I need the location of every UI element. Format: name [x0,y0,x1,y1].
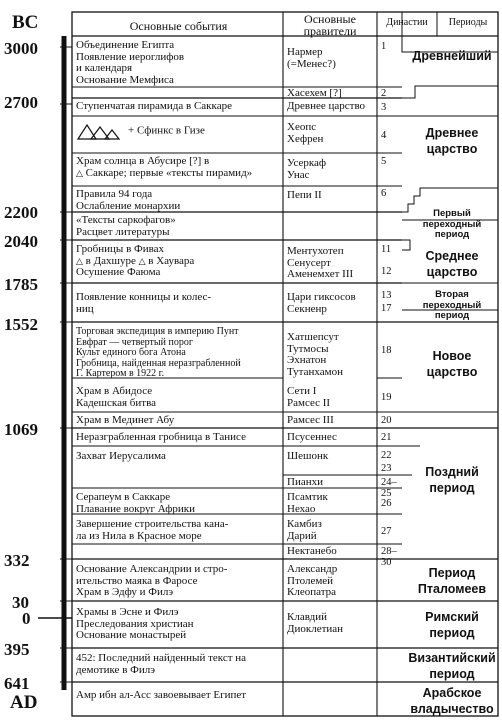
period-label: Римский период [425,610,479,640]
event-cell: + Сфинкс в Гизе [76,122,276,140]
date-1552: 1552 [4,315,38,334]
date-3000: 3000 [4,39,38,58]
date-2700: 2700 [4,93,38,112]
event-cell: Храмы в Эсне и Филэ Преследования христиан Основание монастырей [76,606,194,641]
date-2200: 2200 [4,203,38,222]
event-cell: Торговая экспедиция в империю Пунт Евфрат — четвертый порог Культ единого бога Атона Гробница, найденная неразграбленной Г. Картером в 1922 г. [76,326,241,379]
event-cell: Неразграбленная гробница в Танисе [76,431,246,443]
event-cell: Амр ибн ал-Асс завоевывает Египет [76,689,247,701]
ruler-cell: Рамсес III [287,414,334,426]
dynasty-number: 22 [381,450,392,461]
period-label: Период Пталомеев [417,566,487,596]
event-cell: Храм солнца в Абусире [?] в △ Саккаре; первые «тексты пирамид» [76,155,253,179]
period-label: Первый переходный период [422,208,482,240]
dynasty-number: 12 [381,266,392,277]
ruler-cell: Цари гиксосов Секненр [287,291,356,315]
period-label: Древнее царство [425,126,479,156]
date-332: 332 [4,551,30,570]
event-cell: Серапеум в Саккаре Плавание вокруг Африки [76,491,196,515]
dynasty-number: 18 [381,345,392,356]
date-2040: 2040 [4,232,38,251]
date-1069: 1069 [4,420,38,439]
period-label: Византийский период [408,651,496,681]
dynasty-number: 2 [381,88,387,99]
ruler-cell: Сети I Рамсес II [287,385,331,409]
dynasty-number: 27 [381,526,392,537]
event-cell: Захват Иерусалима [76,450,166,462]
dynasty-number: 26 [381,498,392,509]
period-label: Поздний период [425,465,479,495]
dynasty-number: 20 [381,415,392,426]
era-bc-label: BC [12,12,39,33]
dynasty-number: 24–25 [381,477,397,499]
date-1785: 1785 [4,275,38,294]
header-rulers: Основные правители [303,12,357,38]
ruler-cell: Хасехем [?] [287,87,342,99]
event-cell: 452: Последний найденный текст на демотике в Филэ [76,652,247,676]
ruler-cell: Псамтик Нехао [287,491,328,515]
dynasty-number: 17 [381,303,392,314]
dynasty-number: 1 [381,41,387,52]
ruler-cell: Камбиз Дарий [287,518,322,542]
period-label: Древнейший [412,49,492,63]
event-cell: Храм в Абидосе Кадешская битва [76,385,156,409]
ruler-cell: Шешонк [287,450,329,462]
period-label: Среднее царство [425,249,479,279]
header-periods: Периоды [448,17,488,28]
ruler-cell: Нектанебо [287,545,337,557]
date-30: 30 [12,593,29,612]
header-events: Основные события [129,19,228,33]
date-395: 395 [4,640,30,659]
ruler-cell: Нармер (=Менес?) [287,46,336,70]
period-label: Новое царство [426,349,478,379]
dynasty-number: 4 [381,130,387,141]
dynasty-number: 6 [381,188,387,199]
dynasty-number: 11 [381,244,392,255]
dynasty-number: 5 [381,156,387,167]
pyramids-icon [76,122,122,140]
period-label: Арабское владычество [410,686,494,716]
ruler-cell: Клавдий Диоклетиан [287,611,344,635]
dynasty-number: 21 [381,432,392,443]
ruler-cell: Пепи II [287,189,322,201]
ruler-cell: Пианхи [287,476,323,488]
event-cell: «Тексты саркофагов» Расцвет литературы [76,214,176,238]
event-cell: Объединение Египта Появление иероглифов и календаря Основание Мемфиса [76,39,185,86]
event-cell: Правила 94 года Ослабление монархии [76,188,181,212]
era-ad-label: AD [10,692,38,713]
event-cell: Гробницы в Фивах △ в Дахшуре △ в Хаувара Осушение Фаюма [76,243,195,278]
event-cell: Появление конницы и колес- ниц [76,291,212,315]
ruler-cell: Псусеннес [287,431,337,443]
event-cell: Храм в Мединет Абу [76,414,175,426]
ruler-cell: Александр Птолемей Клеопатра [287,563,338,598]
ruler-cell: Древнее царство [287,100,366,112]
dynasty-number: 28–30 [381,546,397,568]
dynasty-number: 19 [381,392,392,403]
ruler-cell: Усеркаф Унас [287,157,327,181]
date-641: 641 [4,674,30,693]
dynasty-number: 23 [381,463,392,474]
dynasty-number: 13 [381,290,392,301]
dynasty-number: 3 [381,102,387,113]
event-cell: Ступенчатая пирамида в Саккаре [76,100,232,112]
ruler-cell: Ментухотеп Сенусерт Аменемхет III [287,245,354,280]
ruler-cell: Хеопс Хефрен [287,121,324,145]
period-label: Вторая переходный период [422,289,482,321]
event-cell: Завершение строительства кана- ла из Нила в Красное море [76,518,229,542]
header-dynasties: Династии [386,17,428,28]
event-cell: Основание Александрии и стро- ительство маяка в Фаросе Храм в Эдфу и Филэ [76,563,228,598]
ruler-cell: Хатшепсут Тутмосы Эхнатон Тутанхамон [287,331,343,378]
date-0: 0 [22,609,31,628]
